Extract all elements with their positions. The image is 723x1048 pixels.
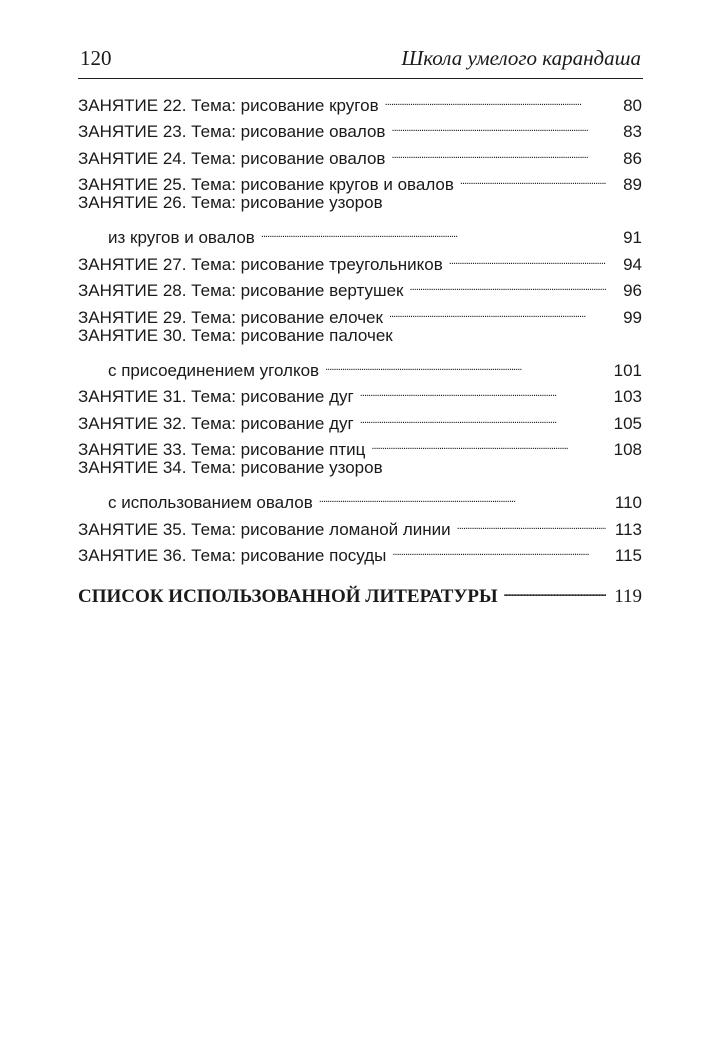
toc-entry-title: с использованием овалов bbox=[108, 493, 313, 512]
dot-leader bbox=[261, 217, 606, 244]
toc-entry bbox=[78, 84, 642, 115]
toc-page-number: 91 bbox=[623, 228, 642, 247]
running-title: Школа умелого карандаша bbox=[401, 46, 641, 70]
toc-entry-line bbox=[78, 323, 642, 350]
toc-entry bbox=[78, 111, 642, 141]
dot-leader bbox=[449, 243, 606, 270]
toc-page-number: 113 bbox=[614, 519, 642, 539]
toc-entry-title: из кругов и овалов bbox=[108, 228, 255, 247]
dot-leader bbox=[360, 402, 606, 429]
toc-entry-title: ЗАНЯТИЕ 31. Тема: рисование дуг bbox=[78, 387, 354, 406]
toc-entry-title: ЗАНЯТИЕ 26. Тема: рисование узоров bbox=[78, 193, 383, 212]
toc-entry-title: ЗАНЯТИЕ 34. Тема: рисование узоров bbox=[78, 458, 383, 477]
dot-leader bbox=[325, 349, 606, 376]
toc-entry bbox=[78, 376, 642, 406]
toc-page-number: 101 bbox=[613, 360, 642, 380]
toc-page-number: 86 bbox=[623, 148, 642, 168]
toc-page-number: 99 bbox=[623, 307, 642, 327]
toc-entry-title: с присоединением уголков bbox=[108, 360, 320, 380]
toc-entry-title: ЗАНЯТИЕ 30. Тема: рисование палочек bbox=[78, 325, 393, 345]
page-number: 120 bbox=[80, 46, 112, 70]
toc-entry-line bbox=[78, 296, 642, 327]
toc-entry-title: ЗАНЯТИЕ 36. Тема: рисование посуды bbox=[78, 546, 387, 565]
toc-entry bbox=[78, 137, 642, 168]
toc-page-number: 83 bbox=[623, 122, 642, 141]
toc-entry bbox=[78, 270, 642, 300]
dot-leader bbox=[371, 429, 606, 456]
toc-entry-line bbox=[78, 376, 642, 406]
toc-page-number: 89 bbox=[623, 175, 642, 194]
toc-entry bbox=[78, 164, 642, 194]
toc-entry-line bbox=[78, 535, 642, 565]
toc-entry bbox=[78, 508, 642, 539]
toc-entry-line bbox=[78, 402, 642, 433]
dot-leader bbox=[410, 270, 607, 297]
toc-entry-line bbox=[78, 270, 642, 300]
table-of-contents bbox=[78, 84, 642, 607]
dot-leader bbox=[360, 376, 606, 403]
toc-page-number: 110 bbox=[614, 493, 642, 512]
toc-page-number: 80 bbox=[623, 95, 642, 115]
toc-entry-line bbox=[78, 190, 642, 217]
toc-entry-title: ЗАНЯТИЕ 24. Тема: рисование овалов bbox=[78, 148, 386, 168]
bibliography-page-number: 119 bbox=[614, 585, 642, 607]
toc-entry-line bbox=[78, 111, 642, 141]
page-header bbox=[78, 44, 643, 79]
toc-page-number: 108 bbox=[613, 440, 642, 459]
toc-entry-title: ЗАНЯТИЕ 22. Тема: рисование кругов bbox=[78, 95, 379, 115]
dot-leader bbox=[504, 575, 606, 602]
toc-entry-line bbox=[78, 164, 642, 194]
dot-leader bbox=[460, 164, 606, 191]
toc-entry-title: ЗАНЯТИЕ 23. Тема: рисование овалов bbox=[78, 122, 386, 141]
toc-page-number: 103 bbox=[613, 387, 642, 406]
toc-entry-line bbox=[78, 243, 642, 274]
dot-leader bbox=[385, 84, 606, 111]
toc-entry-line bbox=[78, 455, 642, 482]
toc-entry-title: ЗАНЯТИЕ 35. Тема: рисование ломаной линии bbox=[78, 519, 451, 539]
toc-entry-line bbox=[78, 137, 642, 168]
toc-page-number: 105 bbox=[613, 413, 642, 433]
toc-page-number: 94 bbox=[623, 254, 642, 274]
bibliography-entry bbox=[78, 575, 642, 607]
toc-entry bbox=[78, 535, 642, 565]
toc-entry-title: ЗАНЯТИЕ 27. Тема: рисование треугольников bbox=[78, 254, 443, 274]
dot-leader bbox=[319, 482, 606, 509]
toc-entry bbox=[78, 429, 642, 459]
dot-leader bbox=[457, 508, 606, 535]
toc-entry bbox=[78, 243, 642, 274]
toc-entry bbox=[78, 455, 642, 512]
toc-entry-line bbox=[78, 429, 642, 459]
bibliography-title: СПИСОК ИСПОЛЬЗОВАННОЙ ЛИТЕРАТУРЫ bbox=[78, 585, 498, 607]
toc-entry bbox=[78, 190, 642, 247]
toc-entry bbox=[78, 323, 642, 380]
toc-entry-title: ЗАНЯТИЕ 28. Тема: рисование вертушек bbox=[78, 281, 404, 300]
toc-entry bbox=[78, 296, 642, 327]
toc-entry-title: ЗАНЯТИЕ 29. Тема: рисование елочек bbox=[78, 307, 383, 327]
toc-entry-line bbox=[78, 84, 642, 115]
toc-entry-title: ЗАНЯТИЕ 33. Тема: рисование птиц bbox=[78, 440, 366, 459]
dot-leader bbox=[392, 535, 606, 562]
dot-leader bbox=[391, 137, 606, 164]
toc-entry-continuation bbox=[78, 349, 642, 380]
toc-entry-title: ЗАНЯТИЕ 32. Тема: рисование дуг bbox=[78, 413, 354, 433]
toc-entry-title: ЗАНЯТИЕ 25. Тема: рисование кругов и овалов bbox=[78, 175, 454, 194]
dot-leader bbox=[391, 111, 606, 138]
toc-page-number: 96 bbox=[623, 281, 642, 300]
toc-entry-continuation bbox=[78, 482, 642, 512]
toc-entry-line bbox=[78, 508, 642, 539]
toc-page-number: 115 bbox=[614, 546, 642, 565]
toc-entry bbox=[78, 402, 642, 433]
toc-entry-continuation bbox=[78, 217, 642, 247]
dot-leader bbox=[389, 296, 606, 323]
